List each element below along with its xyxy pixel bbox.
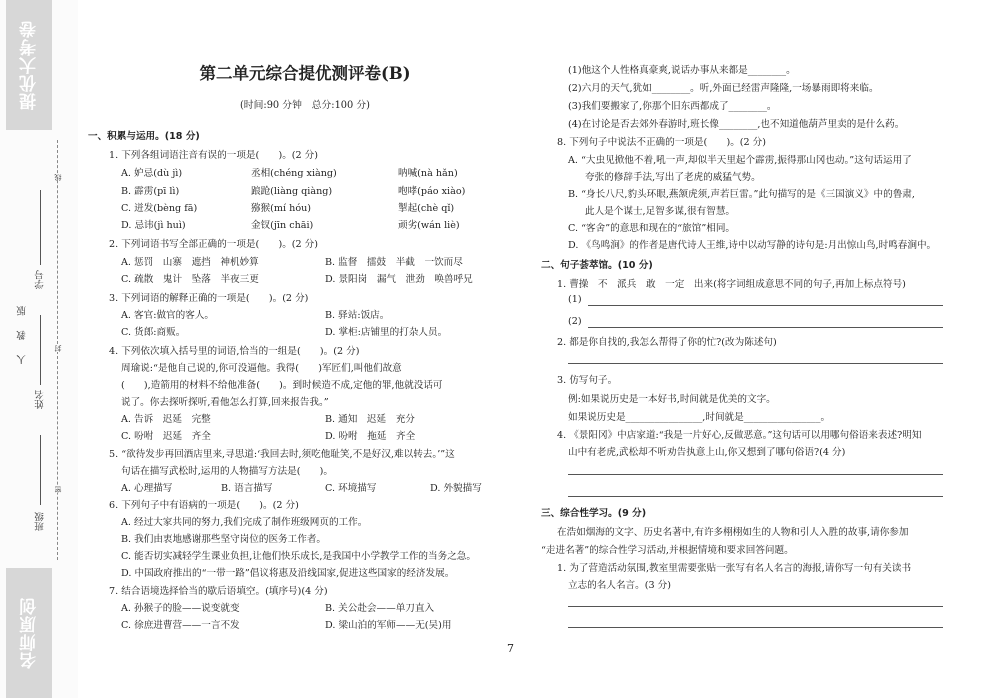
name-field-line[interactable] <box>40 315 41 385</box>
q2-b: B. 监督 擂鼓 半截 一饮而尽 <box>325 257 463 268</box>
s2-q3-stem: 3. 仿写句子。 <box>557 375 618 386</box>
fill-3: (3)我们要搬家了,你那个旧东西都成了________。 <box>568 101 777 112</box>
page-title: 第二单元综合提优测评卷(B) <box>199 64 411 83</box>
q1-c-3: 掣起(chè qǐ) <box>398 203 455 214</box>
class-field-line[interactable] <box>40 435 41 505</box>
q1-c-2: 猕猴(mí hóu) <box>251 203 312 214</box>
s2-q1-answer-1[interactable] <box>588 304 943 306</box>
q3-c: C. 货郎:商贩。 <box>121 327 186 338</box>
q5-stem-1: 5. “欲待发步再回酒店里来,寻思道:‘我回去时,须吃他耻笑,不是好汉,难以转去。’”这 <box>109 449 455 460</box>
q8-b-1: B. “身长八尺,豹头环眼,燕颔虎须,声若巨雷。”此句描写的是《三国演义》中的鲁肃, <box>568 189 915 200</box>
q1-stem: 1. 下列各组词语注音有误的一项是( )。(2 分) <box>109 150 319 161</box>
number-field-line[interactable] <box>40 190 41 265</box>
binding-strip <box>0 0 78 698</box>
s2-q2-answer[interactable] <box>568 362 943 364</box>
q1-a-1: A. 妒忌(dù jì) <box>121 168 183 179</box>
q5-stem-2: 句话在描写武松时,运用的人物描写方法是( )。 <box>121 466 334 477</box>
q6-stem: 6. 下列句子中有语病的一项是( )。(2 分) <box>109 500 299 511</box>
q1-a-2: 丞相(chéng xiàng) <box>251 168 337 179</box>
q6-c: C. 能否切实减轻学生课业负担,让他们快乐成长,是我国中小学教学工作的当务之急。 <box>121 551 476 562</box>
s2-q4-answer-1[interactable] <box>568 473 943 475</box>
s2-q1-l2: (2) <box>568 316 582 327</box>
page-number: 7 <box>507 642 514 655</box>
q4-b: B. 通知 迟延 充分 <box>325 414 415 425</box>
q1-b-3: 咆哮(páo xiào) <box>398 186 466 197</box>
q3-b: B. 驿站:饭店。 <box>325 310 390 321</box>
seal-char-mi: 密 <box>54 486 62 493</box>
q6-b: B. 我们由衷地感谢那些坚守岗位的医务工作者。 <box>121 534 327 545</box>
edition-label: 人 教 版 <box>17 300 28 365</box>
s2-q2-stem: 2. 都是你自找的,我怎么帮得了你的忙?(改为陈述句) <box>557 337 777 348</box>
section-3-heading: 三、综合性学习。(9 分) <box>541 508 647 519</box>
page-subtitle: (时间:90 分钟 总分:100 分) <box>239 100 370 111</box>
q4-passage-3: 说了。你去探听探听,看他怎么打算,回来报告我。” <box>121 397 329 408</box>
q8-stem: 8. 下列句子中说法不正确的一项是( )。(2 分) <box>557 137 767 148</box>
q2-stem: 2. 下列词语书写全部正确的一项是( )。(2 分) <box>109 239 319 250</box>
s2-q4-answer-2[interactable] <box>568 495 943 497</box>
q2-c: C. 疏散 鬼计 坠落 半夜三更 <box>121 274 259 285</box>
s2-q1-l1: (1) <box>568 294 582 305</box>
s3-intro-2: “走进名著”的综合性学习活动,并根据情境和要求回答问题。 <box>541 545 794 556</box>
name-label: 姓名 <box>35 390 46 409</box>
q8-c: C. “客舍”的意思和现在的“旅馆”相同。 <box>568 223 736 234</box>
q2-d: D. 景阳岗 漏气 泄劲 唤兽呼兄 <box>325 274 473 285</box>
section-1-heading: 一、积累与运用。(18 分) <box>88 131 200 142</box>
q8-a-1: A. “大虫见掀他不着,吼一声,却似半天里起个霹雳,振得那山冈也动。”这句话运用了 <box>568 155 912 166</box>
q7-b: B. 关公赴会——单刀直入 <box>325 603 435 614</box>
q1-a-3: 呐喊(nà hǎn) <box>398 168 458 179</box>
fill-4: (4)在讨论是否去郊外春游时,班长像________,也不知道他葫芦里卖的是什么药。 <box>568 119 905 130</box>
fill-2: (2)六月的天气,犹如________。听,外面已经雷声隆隆,一场暴雨即将来临。 <box>568 83 879 94</box>
q4-a: A. 告诉 迟延 完整 <box>121 414 211 425</box>
s3-q1-stem-1: 1. 为了营造活动氛围,教室里需要张贴一张写有名人名言的海报,请你写一句有关读书 <box>557 563 912 574</box>
s3-q1-answer-1[interactable] <box>568 605 943 607</box>
q4-d: D. 吩咐 拖延 齐全 <box>325 431 416 442</box>
q3-d: D. 掌柜:店铺里的打杂人员。 <box>325 327 448 338</box>
q4-passage-1: 周瑜说:“是他自己说的,你可没逼他。我得( )军匠们,叫他们故意 <box>121 363 402 374</box>
s3-q1-answer-2[interactable] <box>568 626 943 628</box>
class-label: 班级 <box>35 512 46 531</box>
q7-c: C. 徐庶进曹营——一言不发 <box>121 620 240 631</box>
q8-a-2: 夸张的修辞手法,写出了老虎的威猛气势。 <box>585 172 761 183</box>
seal-char-xian: 线 <box>54 174 62 181</box>
q1-b-1: B. 霹雳(pī lì) <box>121 186 180 197</box>
q8-d: D. 《鸟鸣涧》的作者是唐代诗人王维,诗中以动写静的诗句是:月出惊山鸟,时鸣春涧中。 <box>568 240 937 251</box>
q2-a: A. 惩罚 山寨 遮挡 神机妙算 <box>121 257 259 268</box>
brand-top-text: 提优大考卷 <box>19 20 40 110</box>
s2-q1-answer-2[interactable] <box>588 326 943 328</box>
q5-c: C. 环境描写 <box>325 483 377 494</box>
q3-a: A. 客官:做官的客人。 <box>121 310 215 321</box>
q4-stem: 4. 下列依次填入括号里的词语,恰当的一组是( )。(2 分) <box>109 346 360 357</box>
s3-intro-1: 在浩如烟海的文字、历史名著中,有许多栩栩如生的人物和引人入胜的故事,请你参加 <box>557 527 909 538</box>
q7-a: A. 孙猴子的脸——说变就变 <box>121 603 240 614</box>
s2-q4-stem-1: 4. 《景阳冈》中店家道:“我是一片好心,反做恶意。”这句话可以用哪句俗语来表述?明知 <box>557 430 922 441</box>
s2-q1-stem: 1. 曹操 不 派兵 敢 一定 出来(将字词组成意思不同的句子,再加上标点符号) <box>557 279 906 290</box>
number-label: 学号 <box>35 270 46 289</box>
q1-c-1: C. 迸发(bèng fā) <box>121 203 198 214</box>
section-2-heading: 二、句子荟萃馆。(10 分) <box>541 260 653 271</box>
q1-d-2: 金钗(jīn chāi) <box>251 220 314 231</box>
brand-bottom-text: 名师原创 <box>19 597 40 669</box>
brand-logo-bottom <box>6 568 52 698</box>
q1-b-2: 踉跄(liàng qiàng) <box>251 186 333 197</box>
fill-1: (1)他这个人性格真豪爽,说话办事从来都是________。 <box>568 65 796 76</box>
q5-d: D. 外貌描写 <box>430 483 482 494</box>
q8-b-2: 此人是个谋士,足智多谋,很有智慧。 <box>585 206 736 217</box>
s2-q3-fill: 如果说历史是________________,时间就是________________。 <box>568 412 831 423</box>
q6-d: D. 中国政府推出的“一带一路”倡议将惠及沿线国家,促进这些国家的经济发展。 <box>121 568 455 579</box>
q4-c: C. 吩咐 迟延 齐全 <box>121 431 211 442</box>
q3-stem: 3. 下列词语的解释正确的一项是( )。(2 分) <box>109 293 309 304</box>
seal-char-feng: 封 <box>54 345 62 352</box>
brand-logo-top <box>6 0 52 130</box>
q1-d-3: 顽劣(wán liè) <box>398 220 460 231</box>
q5-a: A. 心理描写 <box>121 483 173 494</box>
s3-q1-stem-2: 立志的名人名言。(3 分) <box>568 580 671 591</box>
q6-a: A. 经过大家共同的努力,我们完成了制作班级网页的工作。 <box>121 517 368 528</box>
s2-q4-stem-2: 山中有老虎,武松却不听劝告执意上山,你又想到了哪句俗语?(4 分) <box>568 447 846 458</box>
q1-d-1: D. 忌讳(jì huì) <box>121 220 186 231</box>
q7-stem: 7. 结合语境选择恰当的歇后语填空。(填序号)(4 分) <box>109 586 328 597</box>
q7-d: D. 梁山泊的军师——无(吴)用 <box>325 620 452 631</box>
q5-b: B. 语言描写 <box>221 483 273 494</box>
s2-q3-example: 例:如果说历史是一本好书,时间就是优美的文字。 <box>568 394 776 405</box>
q4-passage-2: ( ),造箭用的材料不给他准备( )。到时候造不成,定他的罪,他就没话可 <box>121 380 443 391</box>
